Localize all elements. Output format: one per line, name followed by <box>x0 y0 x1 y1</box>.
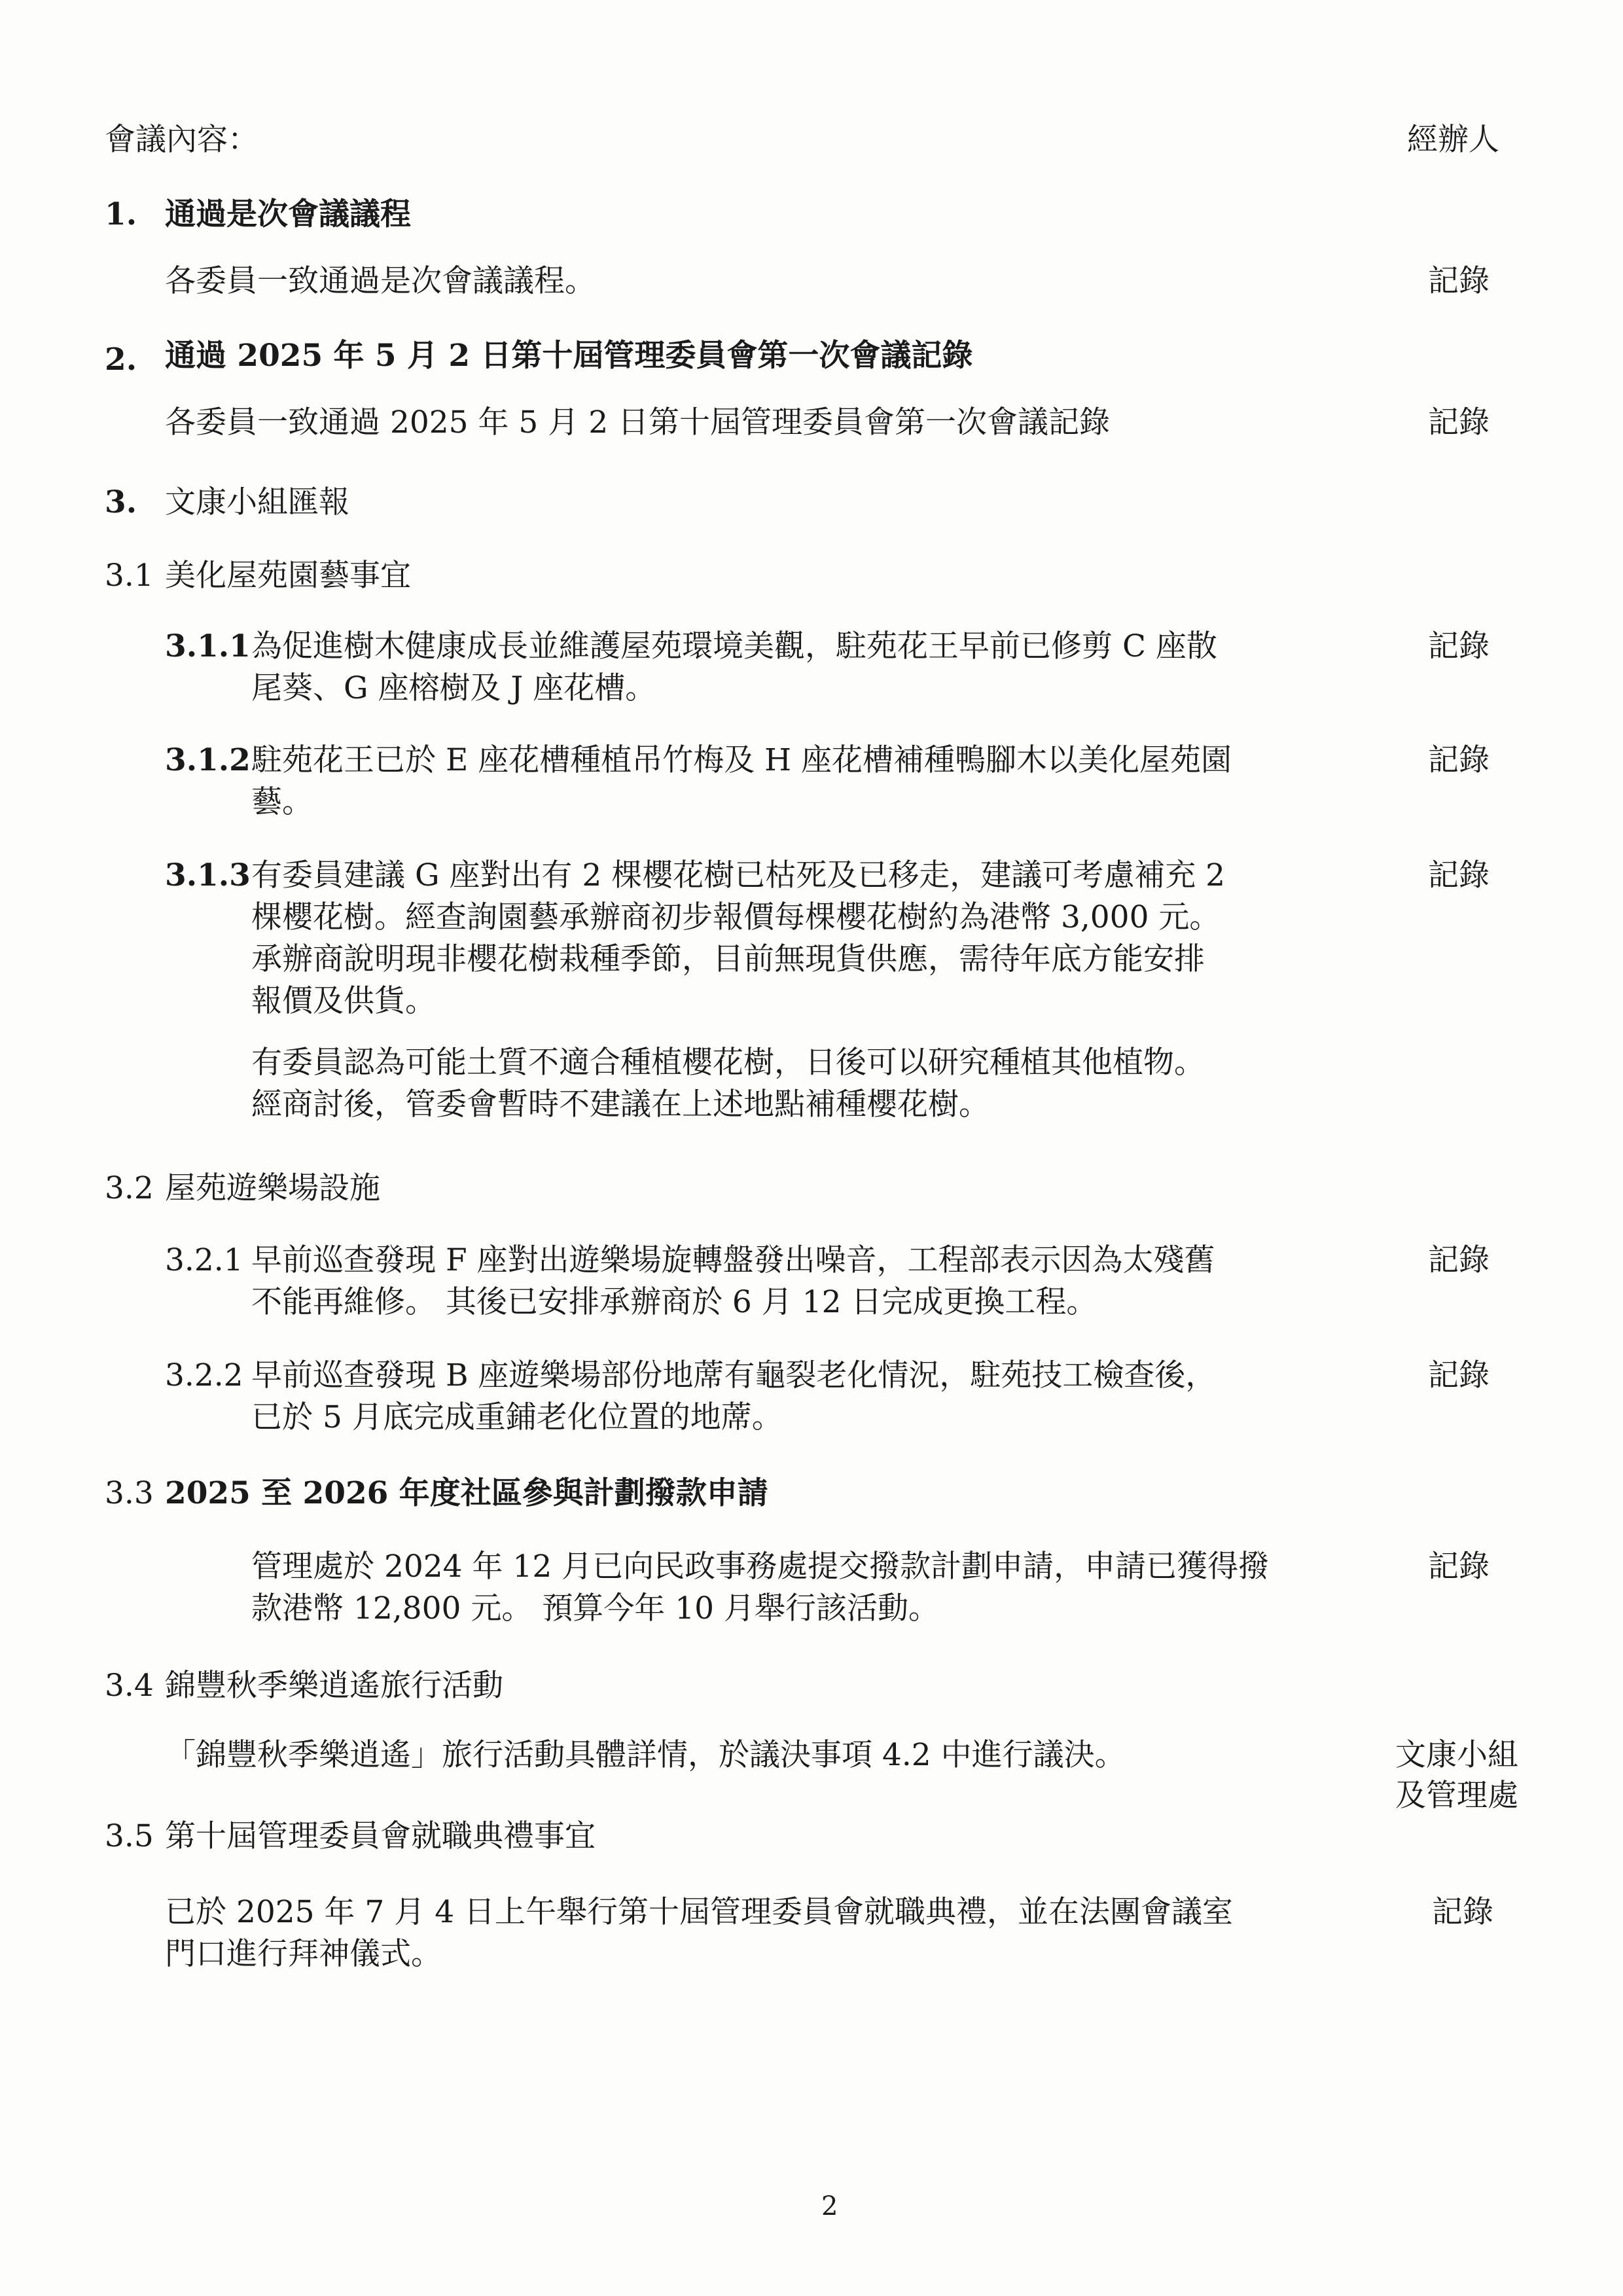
section-3-5-title: 第十屆管理委員會就職典禮事宜 <box>165 1818 596 1854</box>
section-3-3-title: 2025 至 2026 年度社區參與計劃撥款申請 <box>165 1475 768 1511</box>
item-3-2-1-handler: 記錄 <box>1428 1242 1489 1278</box>
section-3-5-number: 3.5 <box>105 1818 154 1854</box>
item-3-1-1-number: 3.1.1 <box>165 628 251 664</box>
section-1-handler: 記錄 <box>1428 263 1489 299</box>
section-3-number: 3. <box>105 484 137 520</box>
section-3-5-handler: 記錄 <box>1432 1894 1493 1930</box>
section-3-5-line: 已於 2025 年 7 月 4 日上午舉行第十屆管理委員會就職典禮，並在法團會議室 <box>165 1894 1234 1930</box>
section-3-5-line: 門口進行拜神儀式。 <box>165 1936 442 1972</box>
item-3-2-1-number: 3.2.1 <box>165 1242 243 1278</box>
item-3-1-3-line: 報價及供貨。 <box>251 983 436 1019</box>
section-3-3-number: 3.3 <box>105 1475 154 1511</box>
section-3-3-line: 款港幣 12,800 元。 預算今年 10 月舉行該活動。 <box>251 1590 939 1626</box>
section-3-4-body: 「錦豐秋季樂逍遙」旅行活動具體詳情，於議決事項 4.2 中進行議決。 <box>165 1737 1126 1773</box>
section-3-title: 文康小組匯報 <box>165 484 349 520</box>
section-3-4-handler-line: 文康小組 <box>1395 1737 1518 1773</box>
item-3-1-2-line: 藝。 <box>251 784 313 820</box>
section-3-2-title: 屋苑遊樂場設施 <box>165 1170 380 1206</box>
section-3-4-handler-line: 及管理處 <box>1395 1778 1518 1814</box>
item-3-2-2-line: 已於 5 月底完成重鋪老化位置的地蓆。 <box>251 1399 783 1435</box>
item-3-1-2-line: 駐苑花王已於 E 座花槽種植吊竹梅及 H 座花槽補種鴨腳木以美化屋苑園 <box>251 742 1232 778</box>
item-3-1-1-line: 尾葵、G 座榕樹及 J 座花槽。 <box>251 670 656 706</box>
item-3-1-3-handler: 記錄 <box>1428 857 1489 893</box>
item-3-1-3-line: 經商討後，管委會暫時不建議在上述地點補種櫻花樹。 <box>251 1086 990 1122</box>
section-1-number: 1. <box>105 196 137 232</box>
item-3-2-2-handler: 記錄 <box>1428 1357 1489 1393</box>
item-3-2-2-number: 3.2.2 <box>165 1357 243 1393</box>
page-number: 2 <box>821 2191 838 2221</box>
item-3-1-1-line: 為促進樹木健康成長並維護屋苑環境美觀，駐苑花王早前已修剪 C 座散 <box>251 628 1217 664</box>
section-3-2-number: 3.2 <box>105 1170 154 1206</box>
item-3-1-2-number: 3.1.2 <box>165 742 251 778</box>
section-3-4-title: 錦豐秋季樂逍遙旅行活動 <box>165 1668 503 1704</box>
item-3-1-1-handler: 記錄 <box>1428 628 1489 664</box>
item-3-2-1-line: 不能再維修。 其後已安排承辦商於 6 月 12 日完成更換工程。 <box>251 1284 1097 1320</box>
section-3-3-line: 管理處於 2024 年 12 月已向民政事務處提交撥款計劃申請，申請已獲得撥 <box>251 1549 1270 1585</box>
section-1-title: 通過是次會議議程 <box>165 196 411 232</box>
section-2-number: 2. <box>105 342 137 378</box>
item-3-1-3-line: 有委員建議 G 座對出有 2 棵櫻花樹已枯死及已移走，建議可考慮補充 2 <box>251 857 1226 893</box>
item-3-1-3-line: 有委員認為可能土質不適合種植櫻花樹，日後可以研究種植其他植物。 <box>251 1045 1205 1081</box>
section-2-handler: 記錄 <box>1428 404 1489 440</box>
item-3-1-3-number: 3.1.3 <box>165 857 251 893</box>
section-3-1-title: 美化屋苑園藝事宜 <box>165 558 411 594</box>
contents-label: 會議內容： <box>105 122 259 158</box>
section-1-body: 各委員一致通過是次會議議程。 <box>165 263 596 299</box>
item-3-1-3-line: 棵櫻花樹。經查詢園藝承辦商初步報價每棵櫻花樹約為港幣 3,000 元。 <box>251 899 1221 935</box>
item-3-2-2-line: 早前巡查發現 B 座遊樂場部份地蓆有龜裂老化情況，駐苑技工檢查後， <box>251 1357 1217 1393</box>
section-3-1-number: 3.1 <box>105 558 154 594</box>
section-2-title: 通過 2025 年 5 月 2 日第十屆管理委員會第一次會議記錄 <box>165 338 973 374</box>
section-3-3-handler: 記錄 <box>1428 1549 1489 1585</box>
section-2-body: 各委員一致通過 2025 年 5 月 2 日第十屆管理委員會第一次會議記錄 <box>165 404 1111 440</box>
item-3-2-1-line: 早前巡查發現 F 座對出遊樂場旋轉盤發出噪音，工程部表示因為太殘舊 <box>251 1242 1215 1278</box>
handler-column-label: 經辦人 <box>1407 122 1499 158</box>
item-3-1-3-line: 承辦商說明現非櫻花樹栽種季節，目前無現貨供應，需待年底方能安排 <box>251 941 1205 977</box>
item-3-1-2-handler: 記錄 <box>1428 742 1489 778</box>
section-3-4-number: 3.4 <box>105 1668 154 1704</box>
